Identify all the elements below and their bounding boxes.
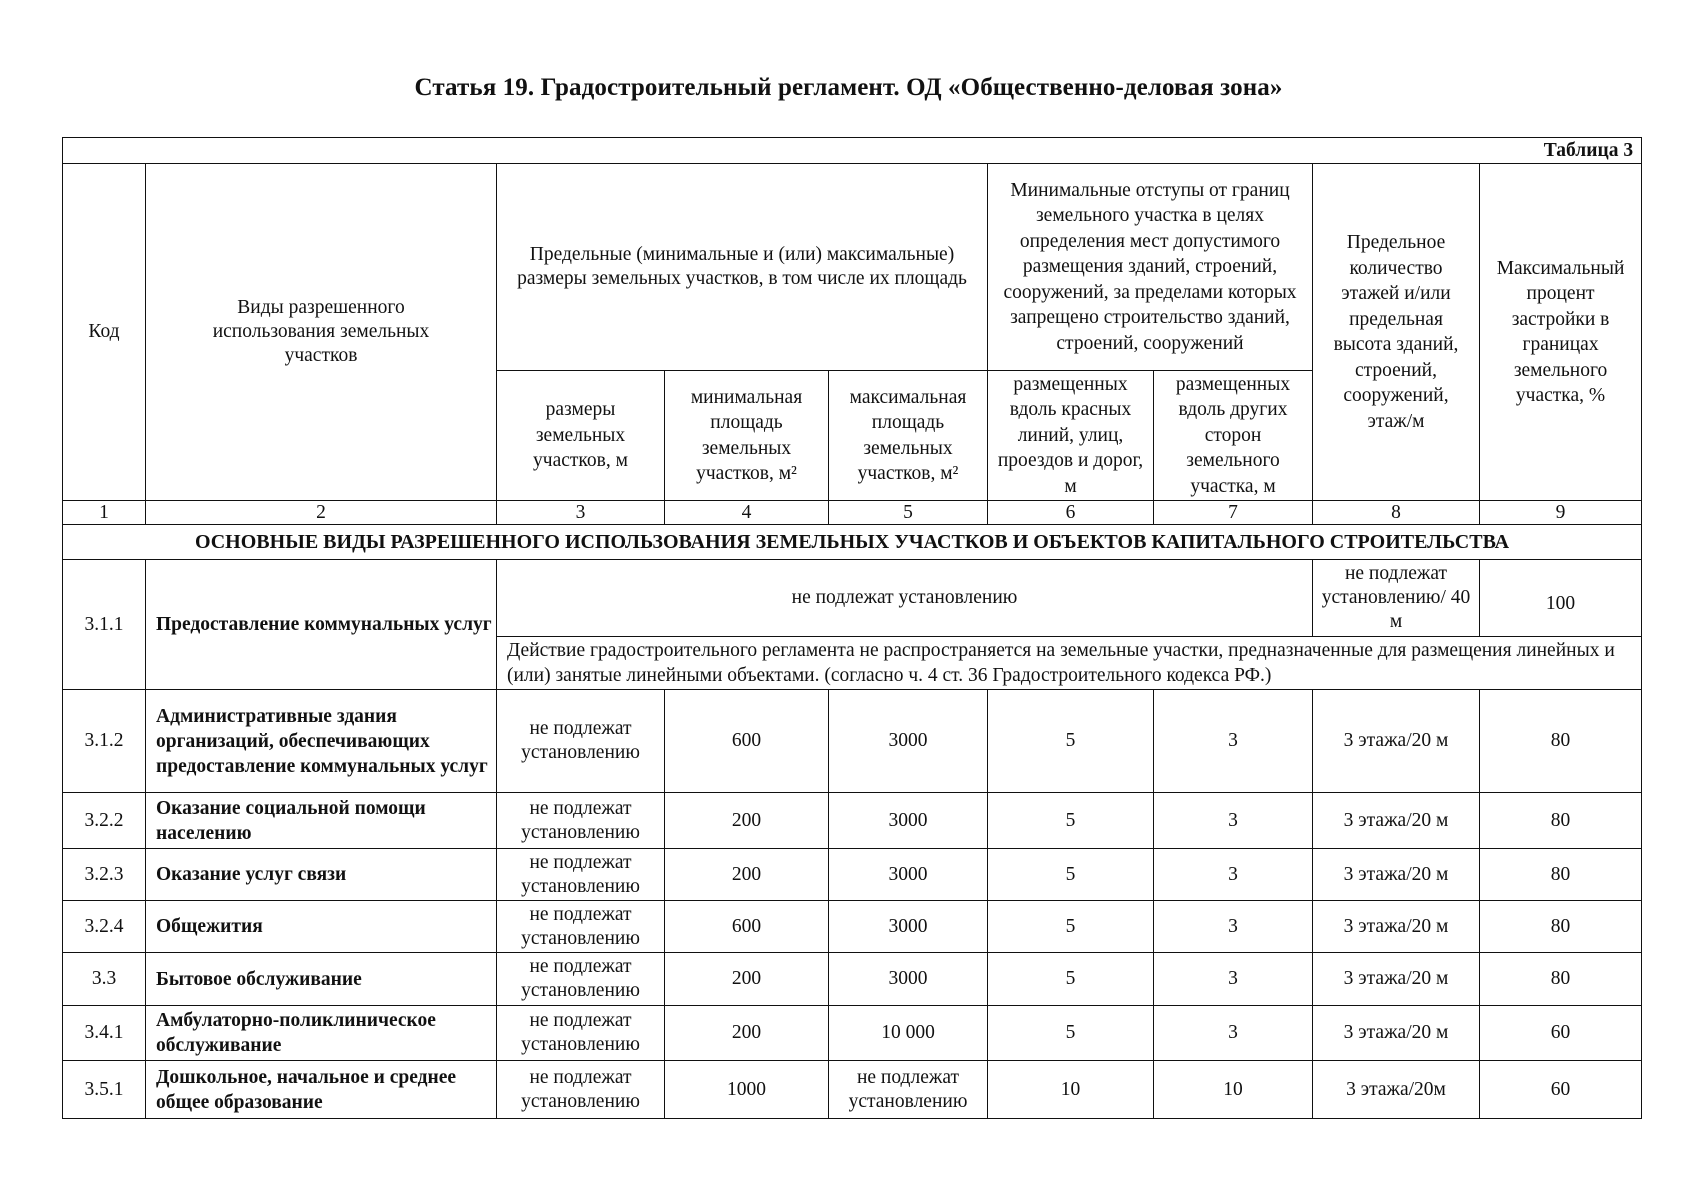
row-setback-other: 3: [1154, 1006, 1313, 1061]
row-min-area: 200: [665, 1006, 829, 1061]
table-row: [63, 793, 1642, 849]
header-coverage: Максимальный процент застройки в границах земельного участка, %: [1480, 164, 1642, 501]
column-number: 6: [988, 501, 1154, 525]
row-code: 3.2.2: [63, 793, 146, 849]
header-min-area: минимальная площадь земельных участков, м²: [665, 371, 829, 501]
row-setback-red: 5: [988, 849, 1154, 901]
row-setback-other: 3: [1154, 901, 1313, 953]
row-min-area: 600: [665, 901, 829, 953]
row-use-name: Предоставление коммунальных услуг: [146, 560, 497, 690]
row-code: 3.1.2: [63, 690, 146, 793]
row-floors: 3 этажа/20 м: [1313, 1006, 1480, 1061]
row-max-area: 3000: [829, 953, 988, 1006]
row-max-area: 3000: [829, 901, 988, 953]
header-use: Виды разрешенного использования земельных участков: [146, 164, 497, 501]
row-coverage: 60: [1480, 1061, 1642, 1119]
row-max-area: 10 000: [829, 1006, 988, 1061]
header-floors: Предельное количество этажей и/или предельная высота зданий, строений, сооружений, этаж/м: [1313, 164, 1480, 501]
row-coverage: 80: [1480, 690, 1642, 793]
row-code: 3.2.3: [63, 849, 146, 901]
row-code: 3.4.1: [63, 1006, 146, 1061]
row-setback-red: 5: [988, 690, 1154, 793]
column-number: 9: [1480, 501, 1642, 525]
table-label: Таблица 3: [63, 138, 1642, 164]
row-min-area: 1000: [665, 1061, 829, 1119]
header-setback-other: размещенных вдоль других сторон земельного участка, м: [1154, 371, 1313, 501]
row-setback-red: 10: [988, 1061, 1154, 1119]
table-row: [63, 953, 1642, 1006]
table-row: [63, 1061, 1642, 1119]
table-row: [63, 560, 1642, 637]
column-number: 7: [1154, 501, 1313, 525]
row-floors: 3 этажа/20 м: [1313, 901, 1480, 953]
row-max-area: 3000: [829, 690, 988, 793]
row-setback-other: 3: [1154, 849, 1313, 901]
row-size: не подлежат установлению: [497, 1006, 665, 1061]
section-heading: ОСНОВНЫЕ ВИДЫ РАЗРЕШЕННОГО ИСПОЛЬЗОВАНИЯ ЗЕМЕЛЬНЫХ УЧАСТКОВ И ОБЪЕКТОВ КАПИТАЛЬНОГО СТРОИТЕЛЬСТВА: [63, 525, 1642, 560]
row-setback-other: 10: [1154, 1061, 1313, 1119]
row-min-area: 200: [665, 953, 829, 1006]
row-coverage: 80: [1480, 793, 1642, 849]
row-use-name: Общежития: [146, 901, 497, 953]
row-floors: 3 этажа/20м: [1313, 1061, 1480, 1119]
table-row: [63, 849, 1642, 901]
column-number: 2: [146, 501, 497, 525]
table-row: [63, 901, 1642, 953]
row-floors: 3 этажа/20 м: [1313, 793, 1480, 849]
header-max-area: максимальная площадь земельных участков, м²: [829, 371, 988, 501]
row-setback-red: 5: [988, 953, 1154, 1006]
column-number: 4: [665, 501, 829, 525]
row-floors: не подлежат установлению/ 40 м: [1313, 560, 1480, 637]
row-setback-red: 5: [988, 1006, 1154, 1061]
header-setback-red: размещенных вдоль красных линий, улиц, проездов и дорог, м: [988, 371, 1154, 501]
row-setback-other: 3: [1154, 953, 1313, 1006]
regulation-table: [62, 137, 1642, 1119]
row-size: не подлежат установлению: [497, 793, 665, 849]
table-row: [63, 690, 1642, 793]
row-coverage: 100: [1480, 560, 1642, 637]
column-number: 5: [829, 501, 988, 525]
row-setback-red: 5: [988, 901, 1154, 953]
row-code: 3.1.1: [63, 560, 146, 690]
header-size-m: размеры земельных участков, м: [497, 371, 665, 501]
row-use-name: Оказание услуг связи: [146, 849, 497, 901]
row-max-area: не подлежат установлению: [829, 1061, 988, 1119]
row-size: не подлежат установлению: [497, 1061, 665, 1119]
row-size: не подлежат установлению: [497, 901, 665, 953]
row-setback-red: 5: [988, 793, 1154, 849]
row-code: 3.3: [63, 953, 146, 1006]
row-max-area: 3000: [829, 849, 988, 901]
table-row: [63, 1006, 1642, 1061]
row-use-name: Административные здания организаций, обеспечивающих предоставление коммунальных услуг: [146, 690, 497, 793]
row-floors: 3 этажа/20 м: [1313, 690, 1480, 793]
row-use-name: Амбулаторно-поликлиническое обслуживание: [146, 1006, 497, 1061]
column-number: 1: [63, 501, 146, 525]
row-floors: 3 этажа/20 м: [1313, 953, 1480, 1006]
row-setback-other: 3: [1154, 793, 1313, 849]
row-use-name: Бытовое обслуживание: [146, 953, 497, 1006]
header-setbacks-group: Минимальные отступы от границ земельного участка в целях определения мест допустимого размещения зданий, строений, сооружений, за пределами которых запрещено строительство зданий, строений, сооружений: [988, 164, 1313, 371]
row-coverage: 80: [1480, 849, 1642, 901]
row-size: не подлежат установлению: [497, 849, 665, 901]
row-code: 3.2.4: [63, 901, 146, 953]
row-coverage: 60: [1480, 1006, 1642, 1061]
column-number: 3: [497, 501, 665, 525]
header-sizes-group: Предельные (минимальные и (или) максимальные) размеры земельных участков, в том числе их площадь: [497, 164, 988, 371]
column-number: 8: [1313, 501, 1480, 525]
row-merged-value: не подлежат установлению: [497, 560, 1313, 637]
row-floors: 3 этажа/20 м: [1313, 849, 1480, 901]
row-min-area: 600: [665, 690, 829, 793]
row-note: Действие градостроительного регламента не распространяется на земельные участки, предназначенные для размещения линейных и (или) занятые линейными объектами. (согласно ч. 4 ст. 36 Градостроительного кодекса РФ.): [497, 637, 1642, 690]
row-coverage: 80: [1480, 953, 1642, 1006]
row-max-area: 3000: [829, 793, 988, 849]
column-number-row: [63, 501, 1642, 525]
page-title: Статья 19. Градостроительный регламент. ОД «Общественно-деловая зона»: [414, 74, 1283, 101]
row-size: не подлежат установлению: [497, 690, 665, 793]
row-size: не подлежат установлению: [497, 953, 665, 1006]
row-use-name: Оказание социальной помощи населению: [146, 793, 497, 849]
row-setback-other: 3: [1154, 690, 1313, 793]
row-code: 3.5.1: [63, 1061, 146, 1119]
row-min-area: 200: [665, 849, 829, 901]
header-code: Код: [63, 164, 146, 501]
row-use-name: Дошкольное, начальное и среднее общее образование: [146, 1061, 497, 1119]
row-coverage: 80: [1480, 901, 1642, 953]
row-min-area: 200: [665, 793, 829, 849]
